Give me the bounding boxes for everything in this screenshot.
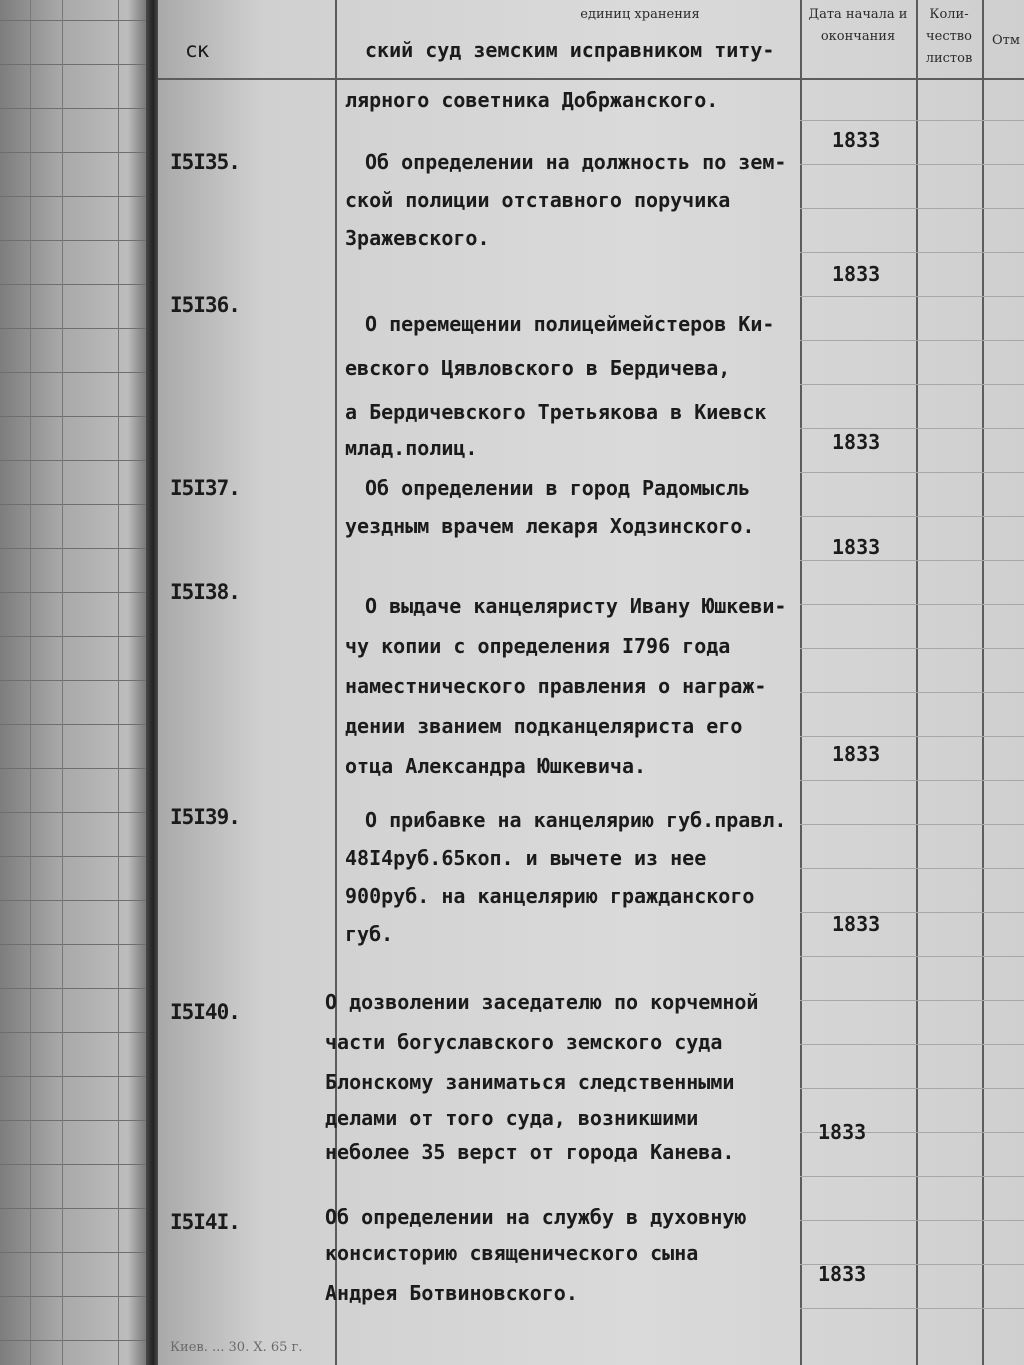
ledger-rule [800, 384, 1024, 385]
entry-text-line: Зражевского. [345, 226, 490, 250]
left-page-rule [0, 1252, 150, 1253]
ledger-rule [800, 956, 1024, 957]
entry-text-line: ской полиции отставного поручика [345, 188, 731, 212]
ledger-rule [800, 296, 1024, 297]
left-page-rule [0, 152, 150, 153]
entry-text-line: млад.полиц. [345, 436, 478, 460]
left-page-rule [0, 372, 150, 373]
left-page-rule [0, 328, 150, 329]
entry-text-line: уездным врачем лекаря Ходзинского. [345, 514, 755, 538]
ledger-rule [800, 1044, 1024, 1045]
left-page-rule [0, 1340, 150, 1341]
left-page-rule [0, 636, 150, 637]
entry-text-line: 900руб. на канцелярию гражданского [345, 884, 755, 908]
ledger-rule [800, 472, 1024, 473]
left-page-rule [0, 1208, 150, 1209]
entry-text-line: лярного советника Добржанского. [345, 88, 719, 112]
ledger-rule [800, 560, 1024, 561]
entry-text-line: О выдаче канцеляристу Ивану Юшкеви- [365, 594, 787, 618]
entry-number: I5I40. [170, 1000, 240, 1024]
left-page-rule [0, 988, 150, 989]
left-page-rule [0, 64, 150, 65]
entry-number: I5I39. [170, 805, 240, 829]
entry-text-line: консисторию священического сына [325, 1241, 699, 1265]
left-page-rule [0, 592, 150, 593]
entry-text-line: Андрея Ботвиновского. [325, 1281, 578, 1305]
ledger-rule [800, 1088, 1024, 1089]
entry-year: 1833 [832, 262, 881, 286]
entry-text-line: 48I4руб.65коп. и вычете из нее [345, 846, 707, 870]
entry-text-line: делами от того суда, возникшими [325, 1106, 699, 1130]
entry-text-line: евского Цявловского в Бердичева, [345, 356, 731, 380]
left-page-column-line [118, 0, 119, 1365]
ledger-rule [800, 340, 1024, 341]
ledger-rule [800, 428, 1024, 429]
entry-text-line: ский суд земским исправником титу- [365, 38, 775, 62]
header-notes-column: Отм [992, 33, 1020, 48]
header-date-column: Дата начала и окончания [808, 7, 908, 44]
left-page-rule [0, 240, 150, 241]
entry-year: 1833 [832, 535, 881, 559]
ledger-rule [800, 1308, 1024, 1309]
entry-text-line: чу копии с определения I796 года [345, 634, 731, 658]
ledger-rule [800, 120, 1024, 121]
column-divider [982, 0, 984, 1365]
ledger-rule [800, 648, 1024, 649]
entry-number: I5I38. [170, 580, 240, 604]
entry-year: 1833 [818, 1262, 867, 1286]
ledger-rule [800, 252, 1024, 253]
entry-year: 1833 [818, 1120, 867, 1144]
header-count-column: Коли-чество листов [925, 7, 973, 66]
entry-text-line: отца Александра Юшкевича. [345, 754, 647, 778]
left-page-rule [0, 196, 150, 197]
column-divider [800, 0, 802, 1365]
left-page-rule [0, 1164, 150, 1165]
entry-year: 1833 [832, 742, 881, 766]
ledger-rule [800, 208, 1024, 209]
left-page-rule [0, 856, 150, 857]
entry-number: ск [185, 38, 209, 62]
entry-text-line: дении званием подканцеляриста его [345, 714, 743, 738]
ledger-rule [800, 1220, 1024, 1221]
left-page-column-line [30, 0, 31, 1365]
left-page-rule [0, 460, 150, 461]
left-page-rule [0, 1032, 150, 1033]
page-footer: Киев. ... 30. X. 65 г. [170, 1340, 303, 1355]
left-page-rule [0, 1120, 150, 1121]
ledger-rule [800, 736, 1024, 737]
ledger-rule [800, 1176, 1024, 1177]
left-page-rule [0, 768, 150, 769]
entry-text-line: Об определении в город Радомысль [365, 476, 751, 500]
entry-text-line: Об определении на должность по зем- [365, 150, 787, 174]
left-page-column-line [62, 0, 63, 1365]
ledger-rule [800, 164, 1024, 165]
entry-text-line: наместнического правления о награж- [345, 674, 767, 698]
left-page-rule [0, 1076, 150, 1077]
entry-year: 1833 [832, 128, 881, 152]
column-divider [916, 0, 918, 1365]
entry-text-line: Блонскому заниматься следственными [325, 1070, 735, 1094]
ledger-rule [800, 692, 1024, 693]
left-page-rule [0, 416, 150, 417]
left-page-rule [0, 724, 150, 725]
header-storage-units: единиц хранения [580, 7, 700, 22]
ledger-rule [800, 868, 1024, 869]
entry-number: I5I36. [170, 293, 240, 317]
entry-number: I5I4I. [170, 1210, 240, 1234]
header-divider [158, 78, 1024, 80]
entry-text-line: О дозволении заседателю по корчемной [325, 990, 759, 1014]
ledger-rule [800, 1000, 1024, 1001]
ledger-rule [800, 604, 1024, 605]
left-page-rule [0, 504, 150, 505]
entry-year: 1833 [832, 912, 881, 936]
entry-text-line: части богуславского земского суда [325, 1030, 723, 1054]
left-page-rule [0, 900, 150, 901]
entry-text-line: О перемещении полицеймейстеров Ки- [365, 312, 775, 336]
ledger-rule [800, 516, 1024, 517]
left-page-rule [0, 548, 150, 549]
ledger-rule [800, 780, 1024, 781]
entry-text-line: а Бердичевского Третьякова в Киевск [345, 400, 767, 424]
left-page-rule [0, 944, 150, 945]
left-page-rule [0, 20, 150, 21]
entry-year: 1833 [832, 430, 881, 454]
left-page-rule [0, 284, 150, 285]
left-page-rule [0, 1296, 150, 1297]
entry-text-line: Об определении на службу в духовную [325, 1205, 747, 1229]
entry-text-line: неболее 35 верст от города Канева. [325, 1140, 735, 1164]
left-page-rule [0, 812, 150, 813]
left-page-rule [0, 680, 150, 681]
ledger-rule [800, 824, 1024, 825]
entry-text-line: губ. [345, 922, 394, 946]
left-page-rule [0, 108, 150, 109]
entry-text-line: О прибавке на канцелярию губ.правл. [365, 808, 787, 832]
entry-number: I5I37. [170, 476, 240, 500]
entry-number: I5I35. [170, 150, 240, 174]
left-page [0, 0, 150, 1365]
